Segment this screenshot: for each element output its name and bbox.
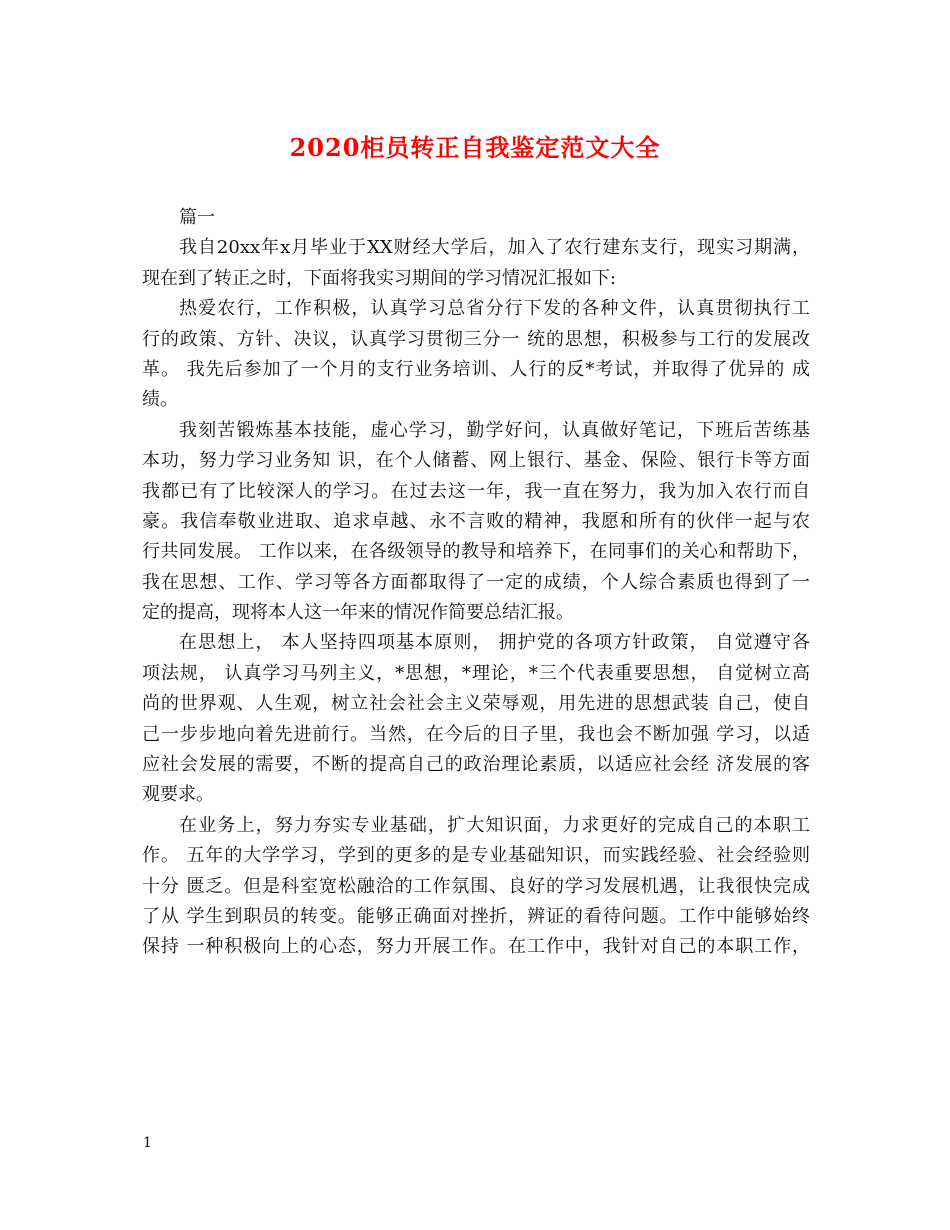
text-line: 热爱农行，工作积极，认真学习总省分行下发的各种文件，认真贯彻执行工 <box>179 298 810 320</box>
text-line: 我在思想、工作、学习等各方面都取得了一定的成绩，个人综合素质也得到了一 <box>142 571 810 593</box>
text-line: 保持 一种积极向上的心态，努力开展工作。在工作中，我针对自己的本职工作， <box>142 936 810 958</box>
text-line: 现在到了转正之时，下面将我实习期间的学习情况汇报如下: <box>142 267 617 289</box>
text-line: 行共同发展。 工作以来，在各级领导的教导和培养下，在同事们的关心和帮助下， <box>142 541 810 563</box>
text-line: 在思想上， 本人坚持四项基本原则， 拥护党的各项方针政策， 自觉遵守各 <box>179 632 810 654</box>
text-line: 在业务上，努力夯实专业基础，扩大知识面，力求更好的完成自己的本职工 <box>179 814 810 836</box>
page-title: 2020柜员转正自我鉴定范文大全 <box>289 133 661 162</box>
text-line: 我自20xx年x月毕业于XX财经大学后，加入了农行建东支行，现实习期满， <box>179 237 810 259</box>
text-line: 本功，努力学习业务知 识，在个人储蓄、网上银行、基金、保险、银行卡等方面 <box>142 450 810 472</box>
text-line: 行的政策、方针、决议，认真学习贯彻三分一 统的思想，积极参与工行的发展改 <box>142 328 810 350</box>
text-line: 项法规， 认真学习马列主义，*思想，*理论，*三个代表重要思想， 自觉树立高 <box>142 662 810 684</box>
text-line: 十分 匮乏。但是科室宽松融洽的工作氛围、良好的学习发展机遇，让我很快完成 <box>142 875 810 897</box>
section-heading: 篇一 <box>179 207 215 228</box>
text-line: 我刻苦锻炼基本技能，虚心学习，勤学好问，认真做好笔记，下班后苦练基 <box>179 419 810 441</box>
text-line: 革。 我先后参加了一个月的支行业务培训、人行的反*考试，并取得了优异的 成 <box>142 358 810 380</box>
text-line: 定的提高，现将本人这一年来的情况作简要总结汇报。 <box>142 602 574 624</box>
text-line: 绩。 <box>142 389 178 411</box>
text-line: 作。 五年的大学学习，学到的更多的是专业基础知识，而实践经验、社会经验则 <box>142 845 810 867</box>
text-line: 尚的世界观、人生观，树立社会社会主义荣辱观，用先进的思想武装 自己，使自 <box>142 693 810 715</box>
page-number: 1 <box>143 1135 152 1151</box>
text-line: 豪。我信奉敬业进取、追求卓越、永不言败的精神，我愿和所有的伙伴一起与农 <box>142 510 810 532</box>
text-line: 己一步步地向着先进前行。当然，在今后的日子里，我也会不断加强 学习，以适 <box>142 723 810 745</box>
text-line: 应社会发展的需要，不断的提高自己的政治理论素质，以适应社会经 济发展的客 <box>142 754 810 776</box>
text-line: 了从 学生到职员的转变。能够正确面对挫折，辨证的看待问题。工作中能够始终 <box>142 905 810 927</box>
text-line: 我都已有了比较深人的学习。在过去这一年，我一直在努力，我为加入农行而自 <box>142 480 810 502</box>
text-line: 观要求。 <box>142 784 214 806</box>
body-text <box>142 203 810 963</box>
